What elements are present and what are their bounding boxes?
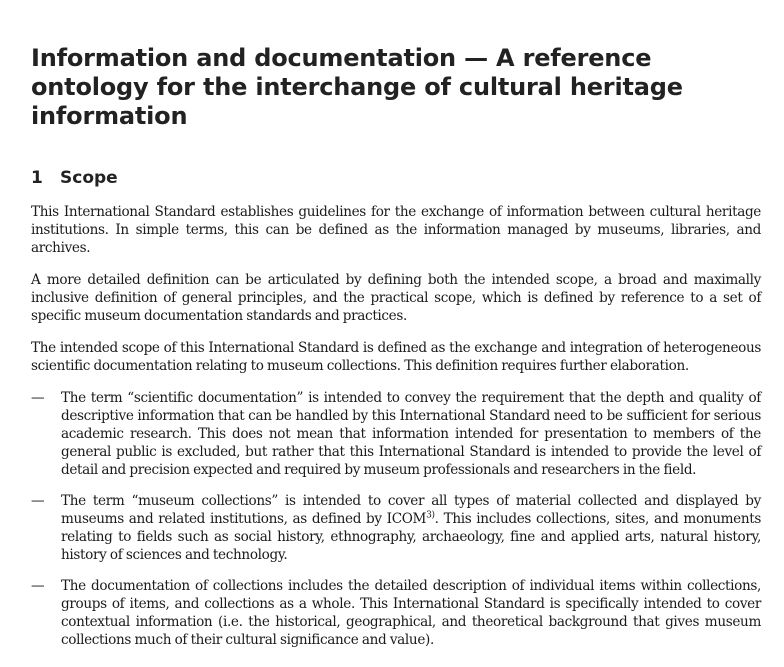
list-item-text-before: The term “museum collections” is intended to cover all types of material collected and displayed by museums and related institutions, as defined by ICOM bbox=[61, 493, 761, 527]
scope-definition-list bbox=[31, 389, 761, 649]
list-item-text-after: . This includes collections, sites, and monuments relating to fields such as social history, ethnography, archaeology, fine and applied arts, natural history, history of sciences and technology. bbox=[61, 511, 761, 563]
dash-marker: — bbox=[31, 578, 45, 594]
list-item bbox=[31, 577, 761, 649]
section-heading bbox=[31, 167, 761, 189]
list-item bbox=[31, 389, 761, 479]
scope-paragraph-2: A more detailed definition can be articulated by defining both the intended scope, a broad and maximally inclusive definition of general principles, and the practical scope, which is defined by reference to a set of specific museum documentation standards and practices. bbox=[31, 272, 761, 324]
list-item bbox=[31, 492, 761, 564]
scope-paragraph-3: The intended scope of this International Standard is defined as the exchange and integration of heterogeneous scientific documentation relating to museum collections. This definition requires further elaboration. bbox=[31, 340, 761, 374]
document-title: Information and documentation — A reference ontology for the interchange of cultural heritage information bbox=[31, 44, 683, 130]
list-item-text: The term “scientific documentation” is intended to convey the requirement that the depth and quality of descriptive information that can be handled by this International Standard need to be sufficient for serious academic research. This does not mean that information intended for presentation to members of the general public is excluded, but rather that this International Standard is intended to provide the level of detail and precision expected and required by museum professionals and researchers in the field. bbox=[61, 390, 761, 478]
scope-paragraph-1: This International Standard establishes guidelines for the exchange of information between cultural heritage institutions. In simple terms, this can be defined as the information managed by museums, libraries, and archives. bbox=[31, 204, 761, 256]
dash-marker: — bbox=[31, 390, 45, 406]
footnote-reference[interactable]: 3) bbox=[426, 510, 435, 521]
document-page bbox=[31, 44, 761, 662]
section-number: 1 bbox=[31, 168, 43, 188]
list-item-text: The documentation of collections includes the detailed description of individual items within collections, groups of items, and collections as a whole. This International Standard is specifically intended to cover contextual information (i.e. the historical, geographical, and theoretical background that gives museum collections much of their cultural significance and value). bbox=[61, 578, 761, 648]
dash-marker: — bbox=[31, 493, 45, 509]
section-title: Scope bbox=[60, 168, 118, 188]
